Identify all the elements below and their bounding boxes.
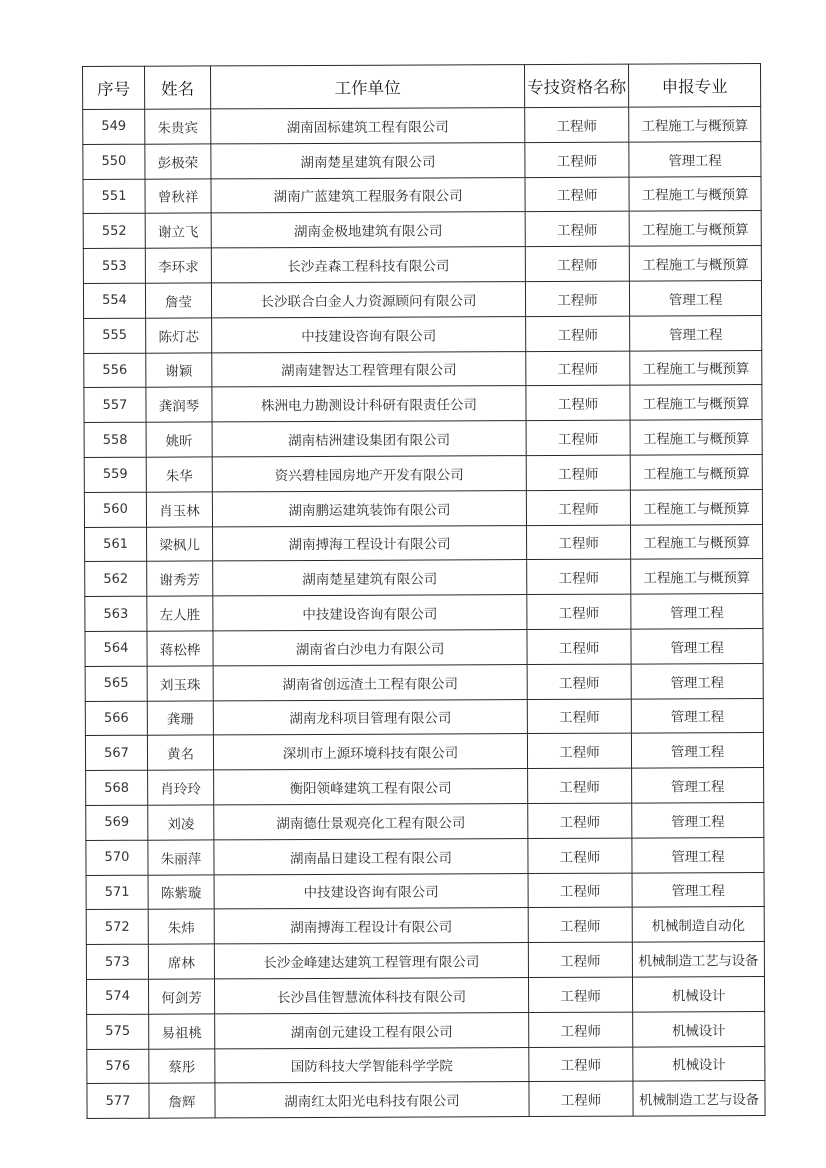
name-cell: 彭极荣 <box>145 144 211 179</box>
header-qualification: 专技资格名称 <box>524 64 628 107</box>
major-cell: 工程施工与概预算 <box>630 350 762 385</box>
name-cell: 龚润琴 <box>146 387 212 422</box>
work-unit-cell: 株洲电力勘测设计科研有限责任公司 <box>212 386 526 422</box>
qualification-cell: 工程师 <box>525 212 629 247</box>
serial-number-cell: 576 <box>87 1049 149 1084</box>
qualification-cell: 工程师 <box>527 733 631 768</box>
table-row <box>83 107 761 145</box>
qualification-cell: 工程师 <box>528 803 632 838</box>
qualification-cell: 工程师 <box>525 142 629 177</box>
work-unit-cell: 湖南楚星建筑有限公司 <box>211 142 525 178</box>
table-row <box>87 1046 765 1084</box>
serial-number-cell: 553 <box>83 248 145 283</box>
name-cell: 左人胜 <box>147 596 213 631</box>
serial-number-cell: 551 <box>83 179 145 214</box>
work-unit-cell: 湖南金极地建筑有限公司 <box>211 212 525 248</box>
work-unit-cell: 国防科技大学智能科学学院 <box>215 1047 529 1083</box>
major-cell: 工程施工与概预算 <box>631 524 763 559</box>
work-unit-cell: 湖南桔洲建设集团有限公司 <box>212 421 526 457</box>
work-unit-cell: 资兴碧桂园房地产开发有限公司 <box>212 456 526 492</box>
major-cell: 管理工程 <box>629 281 761 316</box>
work-unit-cell: 湖南省创远渣土工程有限公司 <box>213 664 527 700</box>
name-cell: 陈灯芯 <box>146 318 212 353</box>
major-cell: 工程施工与概预算 <box>629 211 761 246</box>
major-cell: 工程施工与概预算 <box>630 455 762 490</box>
work-unit-cell: 湖南龙科项目管理有限公司 <box>213 699 527 735</box>
work-unit-cell: 中技建设咨询有限公司 <box>214 873 528 909</box>
major-cell: 机械制造工艺与设备 <box>633 1081 765 1116</box>
serial-number-cell: 567 <box>85 736 147 771</box>
qualification-cell: 工程师 <box>527 629 631 664</box>
serial-number-cell: 558 <box>84 422 146 457</box>
header-work-unit: 工作单位 <box>211 65 525 109</box>
table-row <box>84 489 762 527</box>
name-cell: 席林 <box>148 944 214 979</box>
major-cell: 管理工程 <box>632 837 764 872</box>
serial-number-cell: 569 <box>86 805 148 840</box>
name-cell: 李环求 <box>145 248 211 283</box>
table-row <box>84 315 762 353</box>
table-header-row <box>83 64 761 110</box>
serial-number-cell: 574 <box>86 979 148 1014</box>
serial-number-cell: 550 <box>83 144 145 179</box>
table-row <box>83 211 761 249</box>
work-unit-cell: 长沙金峰建达建筑工程管理有限公司 <box>214 943 528 979</box>
major-cell: 工程施工与概预算 <box>631 559 763 594</box>
major-cell: 机械设计 <box>633 1011 765 1046</box>
qualification-cell: 工程师 <box>528 942 632 977</box>
name-cell: 朱华 <box>146 457 212 492</box>
table-row <box>84 455 762 493</box>
table-row <box>86 942 764 980</box>
qualification-cell: 工程师 <box>526 316 630 351</box>
serial-number-cell: 559 <box>84 457 146 492</box>
qualification-cell: 工程师 <box>525 281 629 316</box>
table-row <box>86 907 764 945</box>
work-unit-cell: 湖南固标建筑工程有限公司 <box>211 108 525 144</box>
name-cell: 朱丽萍 <box>148 840 214 875</box>
qualification-cell: 工程师 <box>529 1047 633 1082</box>
work-unit-cell: 衡阳领峰建筑工程有限公司 <box>214 769 528 805</box>
table-row <box>86 802 764 840</box>
table-row <box>83 141 761 179</box>
work-unit-cell: 湖南鹏运建筑装饰有限公司 <box>212 490 526 526</box>
header-name: 姓名 <box>145 66 211 109</box>
serial-number-cell: 572 <box>86 910 148 945</box>
work-unit-cell: 长沙垚森工程科技有限公司 <box>211 247 525 283</box>
table-row <box>86 768 764 806</box>
serial-number-cell: 570 <box>86 840 148 875</box>
qualification-cell: 工程师 <box>528 977 632 1012</box>
header-serial-number: 序号 <box>83 66 145 109</box>
table-row <box>85 559 763 597</box>
name-cell: 詹莹 <box>145 283 211 318</box>
work-unit-cell: 湖南搏海工程设计有限公司 <box>214 908 528 944</box>
name-cell: 肖玉林 <box>146 492 212 527</box>
qualification-cell: 工程师 <box>527 594 631 629</box>
major-cell: 管理工程 <box>632 802 764 837</box>
serial-number-cell: 554 <box>83 283 145 318</box>
name-cell: 龚珊 <box>147 700 213 735</box>
serial-number-cell: 560 <box>84 492 146 527</box>
major-cell: 工程施工与概预算 <box>629 107 761 142</box>
work-unit-cell: 湖南晶日建设工程有限公司 <box>214 838 528 874</box>
table-row <box>85 594 763 632</box>
major-cell: 工程施工与概预算 <box>629 176 761 211</box>
name-cell: 黄名 <box>147 735 213 770</box>
qualification-cell: 工程师 <box>528 873 632 908</box>
roster-table <box>82 63 766 1119</box>
serial-number-cell: 564 <box>85 631 147 666</box>
name-cell: 谢颖 <box>146 353 212 388</box>
major-cell: 管理工程 <box>631 698 763 733</box>
work-unit-cell: 长沙昌佳智慧流体科技有限公司 <box>214 977 528 1013</box>
name-cell: 姚昕 <box>146 422 212 457</box>
serial-number-cell: 577 <box>87 1084 149 1119</box>
qualification-cell: 工程师 <box>528 768 632 803</box>
qualification-cell: 工程师 <box>526 351 630 386</box>
table-row <box>85 628 763 666</box>
name-cell: 曾秋祥 <box>145 179 211 214</box>
serial-number-cell: 556 <box>84 353 146 388</box>
work-unit-cell: 湖南创元建设工程有限公司 <box>215 1012 529 1048</box>
table-row <box>86 872 764 910</box>
name-cell: 詹辉 <box>149 1083 215 1118</box>
major-cell: 机械设计 <box>632 976 764 1011</box>
serial-number-cell: 575 <box>87 1014 149 1049</box>
qualification-cell: 工程师 <box>527 525 631 560</box>
name-cell: 蒋松桦 <box>147 631 213 666</box>
work-unit-cell: 深圳市上源环境科技有限公司 <box>213 734 527 770</box>
qualification-cell: 工程师 <box>525 177 629 212</box>
header-major: 申报专业 <box>628 64 760 108</box>
qualification-cell: 工程师 <box>529 1012 633 1047</box>
major-cell: 管理工程 <box>629 141 761 176</box>
work-unit-cell: 湖南广蓝建筑工程服务有限公司 <box>211 177 525 213</box>
table-row <box>86 837 764 875</box>
serial-number-cell: 573 <box>86 944 148 979</box>
work-unit-cell: 湖南德仕景观亮化工程有限公司 <box>214 803 528 839</box>
name-cell: 何剑芳 <box>148 979 214 1014</box>
qualification-cell: 工程师 <box>526 385 630 420</box>
major-cell: 工程施工与概预算 <box>630 385 762 420</box>
name-cell: 朱炜 <box>148 909 214 944</box>
serial-number-cell: 563 <box>85 596 147 631</box>
serial-number-cell: 552 <box>83 214 145 249</box>
table-row <box>85 733 763 771</box>
serial-number-cell: 561 <box>85 527 147 562</box>
major-cell: 管理工程 <box>631 663 763 698</box>
qualification-cell: 工程师 <box>528 907 632 942</box>
serial-number-cell: 571 <box>86 875 148 910</box>
work-unit-cell: 长沙联合白金人力资源顾问有限公司 <box>211 282 525 318</box>
work-unit-cell: 湖南省白沙电力有限公司 <box>213 630 527 666</box>
qualification-cell: 工程师 <box>527 664 631 699</box>
major-cell: 工程施工与概预算 <box>630 489 762 524</box>
major-cell: 管理工程 <box>631 594 763 629</box>
work-unit-cell: 湖南红太阳光电科技有限公司 <box>215 1082 529 1118</box>
qualification-cell: 工程师 <box>525 107 629 142</box>
major-cell: 机械制造工艺与设备 <box>632 942 764 977</box>
table-row <box>85 524 763 562</box>
name-cell: 谢立飞 <box>145 213 211 248</box>
name-cell: 易祖桃 <box>149 1014 215 1049</box>
major-cell: 机械制造自动化 <box>632 907 764 942</box>
major-cell: 机械设计 <box>633 1046 765 1081</box>
name-cell: 刘玉珠 <box>147 666 213 701</box>
name-cell: 谢秀芳 <box>147 561 213 596</box>
table-row <box>83 281 761 319</box>
major-cell: 工程施工与概预算 <box>629 246 761 281</box>
qualification-cell: 工程师 <box>526 490 630 525</box>
qualification-cell: 工程师 <box>526 420 630 455</box>
name-cell: 梁枫儿 <box>147 526 213 561</box>
table-row <box>87 1081 765 1119</box>
work-unit-cell: 中技建设咨询有限公司 <box>212 316 526 352</box>
major-cell: 工程施工与概预算 <box>630 420 762 455</box>
major-cell: 管理工程 <box>632 768 764 803</box>
qualification-cell: 工程师 <box>525 246 629 281</box>
serial-number-cell: 568 <box>86 770 148 805</box>
table-row <box>87 1011 765 1049</box>
qualification-cell: 工程师 <box>527 699 631 734</box>
serial-number-cell: 562 <box>85 562 147 597</box>
name-cell: 蔡彤 <box>149 1048 215 1083</box>
table-row <box>84 420 762 458</box>
table-body <box>83 107 765 1119</box>
table-row <box>85 663 763 701</box>
work-unit-cell: 湖南搏海工程设计有限公司 <box>213 525 527 561</box>
table-row <box>86 976 764 1014</box>
major-cell: 管理工程 <box>631 628 763 663</box>
table-row <box>85 698 763 736</box>
qualification-cell: 工程师 <box>526 455 630 490</box>
serial-number-cell: 549 <box>83 109 145 144</box>
work-unit-cell: 中技建设咨询有限公司 <box>213 595 527 631</box>
name-cell: 朱贵宾 <box>145 109 211 144</box>
major-cell: 管理工程 <box>630 315 762 350</box>
name-cell: 陈紫璇 <box>148 874 214 909</box>
name-cell: 刘凌 <box>148 805 214 840</box>
work-unit-cell: 湖南建智达工程管理有限公司 <box>212 351 526 387</box>
serial-number-cell: 566 <box>85 701 147 736</box>
qualification-cell: 工程师 <box>528 838 632 873</box>
serial-number-cell: 557 <box>84 388 146 423</box>
work-unit-cell: 湖南楚星建筑有限公司 <box>213 560 527 596</box>
qualification-cell: 工程师 <box>527 559 631 594</box>
table-row <box>84 385 762 423</box>
name-cell: 肖玲玲 <box>148 770 214 805</box>
serial-number-cell: 555 <box>84 318 146 353</box>
major-cell: 管理工程 <box>631 733 763 768</box>
qualification-cell: 工程师 <box>529 1081 633 1116</box>
table-row <box>83 246 761 284</box>
table-row <box>83 176 761 214</box>
major-cell: 管理工程 <box>632 872 764 907</box>
table-row <box>84 350 762 388</box>
serial-number-cell: 565 <box>85 666 147 701</box>
